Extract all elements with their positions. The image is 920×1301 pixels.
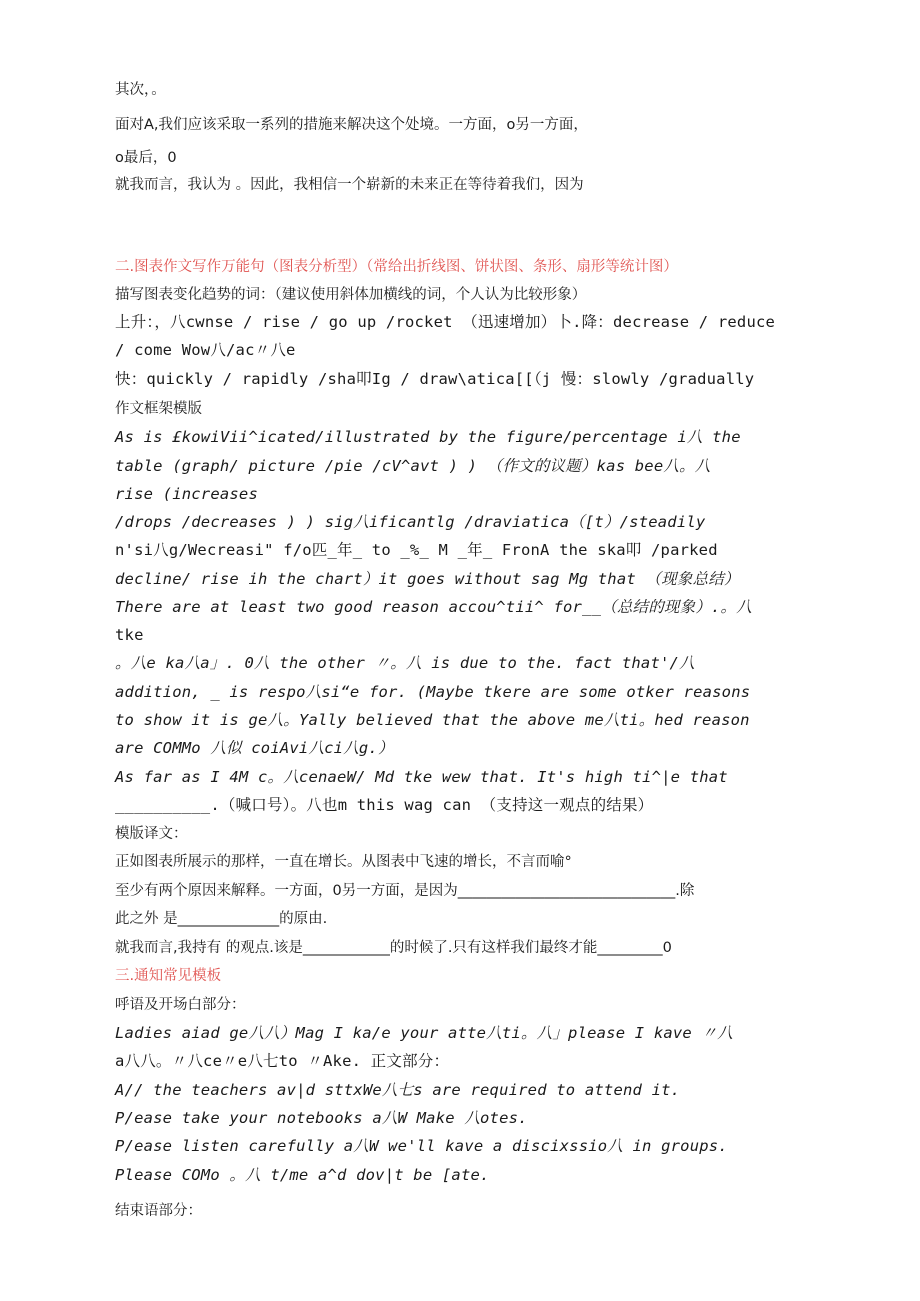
line-28: 此之外 是______________的原由. — [115, 911, 328, 927]
line-4: 就我而言，我认为 。因此，我相信一个崭新的未来正在等待着我们，因为 — [115, 177, 584, 193]
line-10: 作文框架模版 — [115, 401, 202, 417]
section-heading-2: 二.图表作文写作万能句（图表分析型）（常给出折线图、饼状图、条形、扇形等统计图） — [115, 259, 678, 275]
line-16: decline/ rise ih the chart）it goes without sag Mg that （现象总结） — [115, 570, 740, 588]
line-26: 正如图表所展示的那样，一直在增长。从图表中飞速的增长，不言而喻° — [115, 854, 572, 870]
line-3: o最后，0 — [115, 150, 177, 166]
line-33: a八八。〃八ce〃e八七to 〃Ake. 正文部分： — [115, 1052, 450, 1070]
line-23: As far as I 4M c。八cenaeW/ Md tke wew that. It's high ti^|e that — [115, 768, 728, 786]
line-1: 其次，。 — [115, 82, 166, 98]
line-13: rise (increases — [115, 485, 258, 503]
line-32: Ladies aiad ge八八）Mag I ka/e your atte八ti。八」please I kave 〃八 — [115, 1024, 733, 1042]
line-17: There are at least two good reason accou^tii^ for__（总结的现象）.。八 — [115, 598, 752, 616]
line-29: 就我而言,我持有 的观点.该是____________的时候了.只有这样我们最终才能_________0 — [115, 940, 672, 956]
section-heading-3: 三.通知常见模板 — [115, 968, 222, 984]
line-7: 上升：，八cwnse / rise / go up /rocket （迅速增加）卜.降：decrease / reduce — [115, 313, 776, 331]
line-21: to show it is ge八。Yally believed that the above me八ti。hed reason — [115, 711, 750, 729]
line-18: tke — [115, 626, 144, 644]
line-11: As is £kowiVii^icated/illustrated by the figure/percentage i八 the — [115, 428, 741, 446]
line-6: 描写图表变化趋势的词：（建议使用斜体加横线的词，个人认为比较形象） — [115, 287, 587, 303]
line-37: Please COMo 。八 t/me a^d dov|t be [ate. — [115, 1166, 490, 1184]
line-25: 模版译文： — [115, 826, 188, 842]
line-34: A// the teachers av|d sttxWe八七s are required to attend it. — [115, 1081, 681, 1099]
line-14: /drops /decreases ) ) sig八ificantlg /draviatica（[t）/steadily — [115, 513, 706, 531]
line-31: 呼语及开场白部分： — [115, 997, 246, 1013]
line-36: P/ease listen carefully a八W we'll kave a discixssio八 in groups. — [115, 1137, 728, 1155]
line-27: 至少有两个原因来解释。一方面，0另一方面，是因为______________________________.除 — [115, 883, 695, 899]
line-12: table (graph/ picture /pie /cV^avt ) ) （作文的议题）kas bee八。八 — [115, 457, 711, 475]
line-38: 结束语部分： — [115, 1203, 202, 1219]
line-22: are COMMo 八似 coiAvi八ci八g.） — [115, 739, 394, 757]
line-2: 面对A,我们应该采取一系列的措施来解决这个处境。一方面，o另一方面， — [115, 117, 588, 133]
line-9: 快：quickly / rapidly /sha叩Ig / draw\atica[[（j 慢：slowly /gradually — [115, 370, 755, 388]
line-19: 。八e ka八a」. 0八 the other 〃。八 is due to the. fact that'/八 — [115, 654, 695, 672]
line-8: / come Wow八/ac〃八e — [115, 341, 296, 359]
line-20: addition, _ is respo八si“e for. (Maybe tkere are some otker reasons — [115, 683, 751, 701]
line-15: n'si八g/Wecreasi" f/o匹_年_ to _%_ M _年_ FronA the ska叩 /parked — [115, 541, 718, 559]
line-35: P/ease take your notebooks a八W Make 八otes. — [115, 1109, 528, 1127]
line-24: __________.（喊口号）。八也m this wag can （支持这一观点的结果） — [115, 796, 654, 814]
